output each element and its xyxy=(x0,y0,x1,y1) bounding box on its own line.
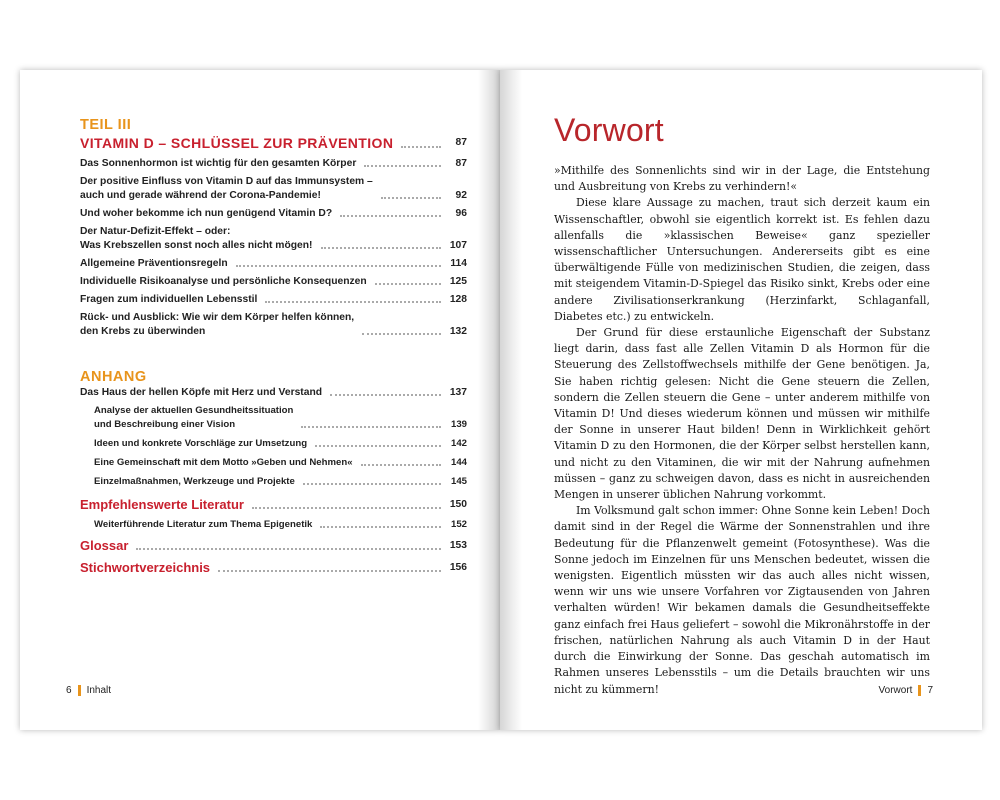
toc-page-number: 153 xyxy=(449,540,467,551)
toc-entry-text: Das Haus der hellen Köpfe mit Herz und Verstand xyxy=(80,387,323,398)
toc-page-number: 132 xyxy=(449,326,467,337)
toc-entry-text: Der Natur-Defizit-Effekt – oder: Was Krebszellen sonst noch alles nicht mögen! xyxy=(80,226,313,251)
toc-page-number: 125 xyxy=(449,276,467,287)
appendix-label: ANHANG xyxy=(80,369,147,385)
leader-dots xyxy=(252,507,441,509)
section-spacer xyxy=(80,343,467,368)
paragraph: »Mithilfe des Sonnenlichts sind wir in der Lage, die Entstehung und Ausbreitung von Krebs zu verhindern!« xyxy=(554,164,930,194)
right-footer xyxy=(879,685,933,696)
leader-dots xyxy=(136,548,441,550)
toc-page-number: 92 xyxy=(455,190,467,201)
leader-dots xyxy=(303,483,441,485)
leader-dots xyxy=(381,197,441,199)
toc-entry-text: Das Sonnenhormon ist wichtig für den gesamten Körper xyxy=(80,158,357,169)
leader-dots xyxy=(364,165,441,167)
leader-dots xyxy=(330,394,441,396)
toc-page-number: 87 xyxy=(455,137,467,148)
toc-page-number: 142 xyxy=(450,438,467,449)
toc-entry-text: Allgemeine Präventionsregeln xyxy=(80,258,228,269)
toc-entry[interactable] xyxy=(80,157,467,171)
toc-entry-text: Individuelle Risikoanalyse und persönliche Konsequenzen xyxy=(80,276,367,287)
toc-entry-text: Der positive Einfluss von Vitamin D auf das Immunsystem – auch und gerade während der Corona-Pandemie! xyxy=(80,176,373,201)
toc-entry[interactable] xyxy=(80,207,467,221)
right-gutter-shadow xyxy=(500,70,522,730)
leader-dots xyxy=(362,333,441,335)
toc-glossary[interactable] xyxy=(80,537,467,554)
toc-subentry[interactable] xyxy=(80,518,467,532)
toc-entry[interactable] xyxy=(80,386,467,400)
toc-page-number: 128 xyxy=(449,294,467,305)
table-of-contents xyxy=(80,116,467,581)
leader-dots xyxy=(375,283,441,285)
toc-entry-text: Eine Gemeinschaft mit dem Motto »Geben und Nehmen« xyxy=(94,457,353,468)
toc-subentry[interactable] xyxy=(80,404,467,432)
footer-page-number: 7 xyxy=(927,685,933,696)
footer-page-number: 6 xyxy=(66,685,72,696)
body-text xyxy=(554,163,930,698)
toc-page-number: 114 xyxy=(450,258,467,269)
leader-dots xyxy=(361,464,441,466)
leader-dots xyxy=(315,445,441,447)
toc-page-number: 137 xyxy=(449,387,467,398)
toc-page-number: 139 xyxy=(450,419,467,430)
paragraph: Im Volksmund galt schon immer: Ohne Sonne kein Leben! Doch damit sind in der Regel die Wärme der Sonnenstrahlen und ihre Bedeutung für die Pflanzenwelt gemeint (Fotosynthese). Was die Sonne jedoch im Einzelnen für uns Menschen bedeutet, wissen die wenigsten. Eigentlich müssten wir das auch alles nicht wissen, wenn wir uns wie unsere Vorfahren vor Zigtausenden von Jahren verhalten würden! Wir bekamen damals die Gesundheitseffekte ganz einfach frei Haus geliefert – sowohl die Mikronährstoffe in der frischen, natürlichen Nahrung als auch Vitamin D in der Haut durch die Einwirkung der Sonne. Das geschah automatisch im Rahmen unseres Lebensstils – um die Details brauchten wir uns nicht zu kümmern! xyxy=(554,504,930,696)
toc-literature[interactable] xyxy=(80,496,467,513)
toc-entry[interactable] xyxy=(80,225,467,253)
leader-dots xyxy=(236,265,441,267)
toc-entry-text: Glossar xyxy=(80,538,129,553)
toc-entry-text: Rück- und Ausblick: Wie wir dem Körper helfen können, den Krebs zu überwinden xyxy=(80,312,355,337)
toc-subentry[interactable] xyxy=(80,437,467,451)
toc-page-number: 156 xyxy=(449,562,467,573)
toc-chapter-title: VITAMIN D – SCHLÜSSEL ZUR PRÄVENTION xyxy=(80,135,394,151)
paragraph: Der Grund für diese erstaunliche Eigenschaft der Substanz liegt darin, dass fast alle Zellen Vitamin D als Hormon für die Steuerung des Zellstoffwechsels mithilfe der Gene benötigen. Ja, Sie haben richtig gelesen: Nicht die Gene steuern die Zellen, sondern die Zellen steuern die Gene – unter anderem mithilfe von Vitamin D! Und dieses wiederum können und müssen wir mithilfe der Sonne in unserer Haut bilden! Denn in Wirklichkeit gehört Vitamin D zu den Hormonen, die der Körper selbst herstellen kann, und nicht zu den Vitaminen, die wir mit der Nahrung aufnehmen müssen – ganz zu schweigen davon, dass es nicht in ausreichenden Mengen in unserer üblichen Nahrung vorkommt. xyxy=(554,326,930,502)
leader-dots xyxy=(265,301,441,303)
toc-page-number: 87 xyxy=(455,158,467,169)
toc-entry-text: Stichwortverzeichnis xyxy=(80,560,211,575)
toc-page-number: 107 xyxy=(449,240,467,251)
toc-entry[interactable] xyxy=(80,311,467,339)
toc-entry-text: Ideen und konkrete Vorschläge zur Umsetzung xyxy=(94,438,308,449)
toc-entry[interactable] xyxy=(80,293,467,307)
left-gutter-shadow xyxy=(478,70,500,730)
toc-entry-text: Empfehlenswerte Literatur xyxy=(80,497,244,512)
leader-dots xyxy=(218,570,441,572)
toc-page-number: 144 xyxy=(450,457,467,468)
page-title: Vorwort xyxy=(554,112,664,148)
leader-dots xyxy=(340,215,441,217)
toc-entry-text: Einzelmaßnahmen, Werkzeuge und Projekte xyxy=(94,476,295,487)
toc-page-number: 96 xyxy=(455,208,467,219)
left-page xyxy=(20,70,500,730)
part-label: TEIL III xyxy=(80,117,132,133)
leader-dots xyxy=(401,146,441,148)
footer-label: Vorwort xyxy=(878,685,913,696)
footer-label: Inhalt xyxy=(86,685,112,696)
paragraph: Diese klare Aussage zu machen, traut sich derzeit kaum ein Wissenschaftler, obwohl sie eigentlich korrekt ist. Es fehlen dazu allenfalls die »klassischen Beweise« ganz spezieller wissenschaftlicher Untersuchungen. Andererseits gibt es eine überwältigende Fülle von medizinischen Studien, die zeigen, dass mit steigendem Vitamin-D-Spiegel das Risiko sinkt, Krebs oder eine andere Zivilisationserkrankung (Herzinfarkt, Schlaganfall, Diabetes etc.) zu entwickeln. xyxy=(554,196,930,323)
footer-accent-bar xyxy=(78,685,81,696)
toc-entry-text: Und woher bekomme ich nun genügend Vitamin D? xyxy=(80,208,333,219)
left-footer xyxy=(66,685,111,696)
toc-entry-text: Fragen zum individuellen Lebensstil xyxy=(80,294,258,305)
toc-entry[interactable] xyxy=(80,257,467,271)
toc-index[interactable] xyxy=(80,559,467,576)
footer-accent-bar xyxy=(918,685,921,696)
toc-entry[interactable] xyxy=(80,275,467,289)
toc-subentry[interactable] xyxy=(80,456,467,470)
toc-entry-text: Weiterführende Literatur zum Thema Epigenetik xyxy=(94,519,313,530)
toc-chapter[interactable] xyxy=(80,134,467,152)
leader-dots xyxy=(320,526,441,528)
toc-page-number: 145 xyxy=(450,476,467,487)
toc-subentry[interactable] xyxy=(80,475,467,489)
toc-entry[interactable] xyxy=(80,175,467,203)
leader-dots xyxy=(321,247,442,249)
toc-entry-text: Analyse der aktuellen Gesundheitssituation und Beschreibung einer Vision xyxy=(94,405,294,430)
toc-page-number: 152 xyxy=(450,519,467,530)
leader-dots xyxy=(301,426,441,428)
toc-page-number: 150 xyxy=(449,499,467,510)
right-page xyxy=(500,70,982,730)
